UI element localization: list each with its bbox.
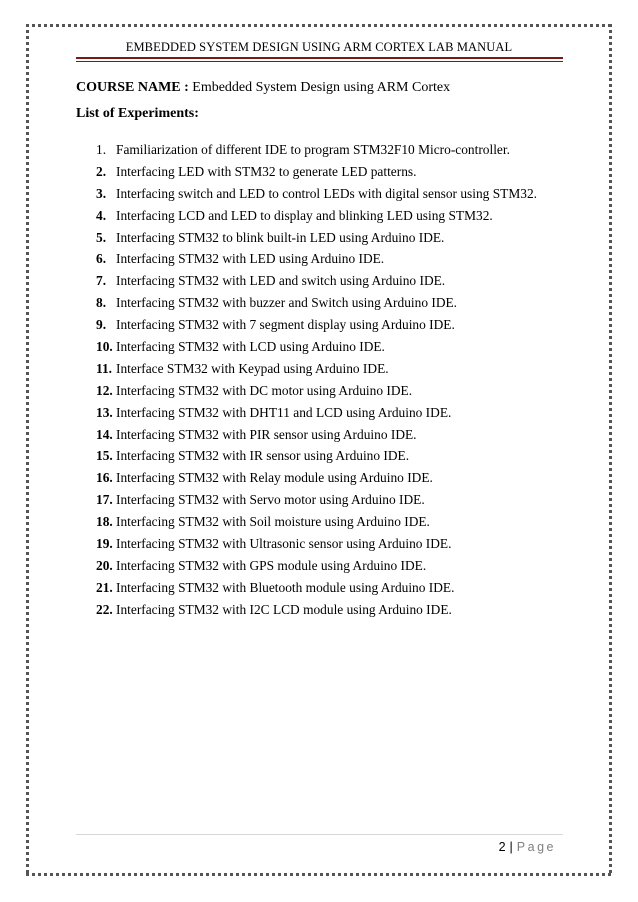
experiment-number: 17.	[96, 492, 113, 508]
running-header: EMBEDDED SYSTEM DESIGN USING ARM CORTEX LAB MANUAL	[125, 40, 513, 54]
experiment-title: Interfacing STM32 with I2C LCD module using Arduino IDE.	[116, 601, 452, 617]
experiment-title: Interfacing switch and LED to control LEDs with digital sensor using STM32.	[116, 185, 537, 201]
list-item	[96, 314, 537, 336]
experiment-title: Interfacing STM32 with GPS module using Arduino IDE.	[116, 557, 427, 573]
experiment-number: 7.	[96, 273, 107, 289]
experiment-title: Interfacing STM32 with Soil moisture using Arduino IDE.	[116, 514, 430, 530]
experiment-list	[96, 139, 537, 621]
experiment-number: 20.	[96, 557, 113, 573]
experiment-number: 5.	[96, 229, 107, 245]
list-item	[96, 402, 537, 424]
experiment-title: Interfacing STM32 with PIR sensor using Arduino IDE.	[116, 426, 417, 442]
experiment-title: Interfacing STM32 with Relay module using Arduino IDE.	[116, 470, 433, 486]
experiment-title: Interfacing STM32 with LCD using Arduino IDE.	[116, 339, 385, 355]
experiment-number: 16.	[96, 470, 113, 486]
experiment-number: 13.	[96, 404, 113, 420]
list-item	[96, 424, 537, 446]
list-item	[96, 467, 537, 489]
list-item	[96, 489, 537, 511]
header-rule-thin	[76, 61, 563, 62]
experiment-number: 9.	[96, 317, 107, 333]
list-item	[96, 205, 537, 227]
page-border-bottom	[26, 873, 612, 876]
list-item	[96, 358, 537, 380]
list-item	[96, 161, 537, 183]
page-number	[499, 840, 556, 854]
course-name-value: Embedded System Design using ARM Cortex	[192, 80, 451, 95]
page-number-value: 2	[498, 840, 506, 854]
list-item	[96, 139, 537, 161]
footer-rule	[76, 834, 563, 835]
experiment-title: Interfacing STM32 with DC motor using Arduino IDE.	[116, 382, 413, 398]
page-border-right	[609, 24, 612, 876]
page-border-top	[26, 24, 612, 27]
experiment-number: 2.	[96, 163, 107, 179]
list-item	[96, 445, 537, 467]
list-item	[96, 336, 537, 358]
experiment-title: Interfacing STM32 with LED using Arduino IDE.	[116, 251, 385, 267]
list-item	[96, 555, 537, 577]
experiment-title: Interfacing STM32 with IR sensor using Arduino IDE.	[116, 448, 410, 464]
experiment-title: Interfacing STM32 with buzzer and Switch using Arduino IDE.	[116, 295, 458, 311]
list-item	[96, 270, 537, 292]
course-name-label: COURSE NAME :	[76, 80, 189, 95]
experiment-number: 6.	[96, 251, 107, 267]
experiment-title: Interfacing STM32 with LED and switch using Arduino IDE.	[116, 273, 446, 289]
list-item	[96, 183, 537, 205]
list-item	[96, 248, 537, 270]
page-number-separator: |	[509, 840, 513, 854]
experiment-number: 1.	[96, 142, 107, 157]
experiment-number: 18.	[96, 514, 113, 530]
list-item	[96, 599, 537, 621]
experiment-number: 4.	[96, 207, 107, 223]
experiment-title: Familiarization of different IDE to program STM32F10 Micro-controller.	[116, 142, 510, 157]
page-border-left	[26, 24, 29, 876]
experiment-number: 14.	[96, 426, 113, 442]
experiment-number: 22.	[96, 601, 113, 617]
experiment-title: Interfacing LCD and LED to display and blinking LED using STM32.	[116, 207, 493, 223]
experiment-number: 10.	[96, 339, 113, 355]
experiment-title: Interfacing STM32 with Bluetooth module using Arduino IDE.	[116, 579, 455, 595]
experiment-number: 3.	[96, 185, 107, 201]
list-heading: List of Experiments:	[76, 106, 199, 121]
experiment-title: Interfacing STM32 to blink built-in LED using Arduino IDE.	[116, 229, 445, 245]
experiment-title: Interfacing STM32 with Ultrasonic sensor using Arduino IDE.	[116, 536, 452, 552]
experiment-number: 15.	[96, 448, 113, 464]
experiment-title: Interfacing STM32 with DHT11 and LCD using Arduino IDE.	[116, 404, 452, 420]
list-item	[96, 227, 537, 249]
header-rule	[76, 57, 563, 59]
list-item	[96, 511, 537, 533]
experiment-number: 11.	[96, 360, 112, 376]
page-word: Page	[516, 840, 556, 854]
experiment-number: 8.	[96, 295, 107, 311]
experiment-title: Interfacing STM32 with Servo motor using Arduino IDE.	[116, 492, 425, 508]
experiment-number: 21.	[96, 579, 113, 595]
experiment-number: 12.	[96, 382, 113, 398]
experiment-number: 19.	[96, 536, 113, 552]
course-name-line	[76, 80, 450, 96]
experiment-title: Interfacing LED with STM32 to generate LED patterns.	[116, 163, 417, 179]
list-item	[96, 533, 537, 555]
list-item	[96, 577, 537, 599]
experiment-title: Interface STM32 with Keypad using Arduino IDE.	[116, 360, 389, 376]
experiment-title: Interfacing STM32 with 7 segment display using Arduino IDE.	[116, 317, 455, 333]
list-item	[96, 292, 537, 314]
list-item	[96, 380, 537, 402]
